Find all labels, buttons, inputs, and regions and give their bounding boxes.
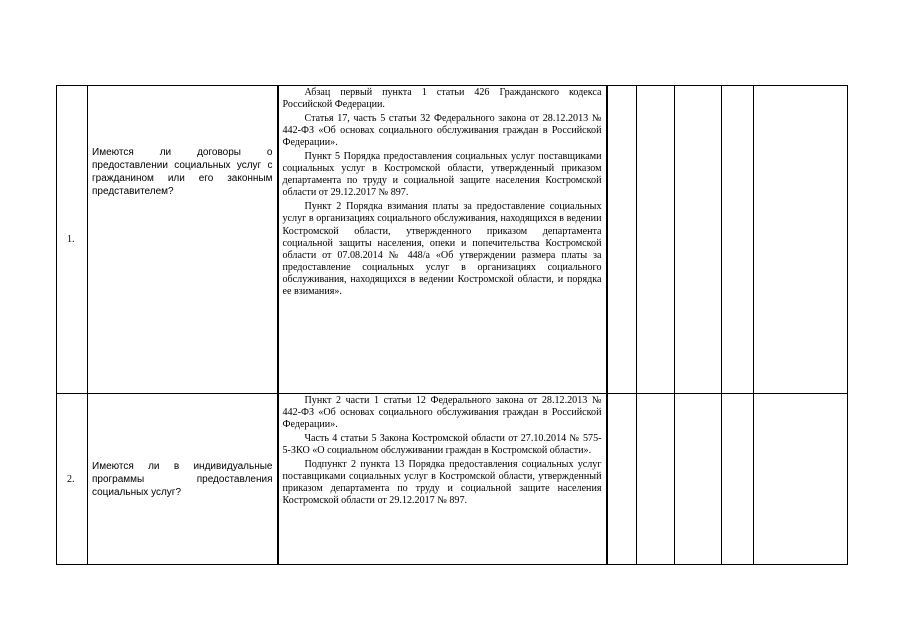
empty-cell[interactable] [607, 86, 637, 394]
question-text: Имеются ли в индивидуальные программы предоставления социальных услуг? [92, 460, 273, 498]
checklist-table [56, 85, 848, 565]
empty-cell[interactable] [637, 86, 675, 394]
row-number: 2. [57, 394, 88, 565]
reference-paragraph: Абзац первый пункта 1 статьи 426 Гражданского кодекса Российской Федерации. [282, 87, 602, 111]
empty-cell[interactable] [637, 394, 675, 565]
reference-paragraph: Часть 4 статьи 5 Закона Костромской области от 27.10.2014 № 575-5-ЗКО «О социальном обслуживании граждан в Костромской области». [282, 433, 602, 457]
empty-cell[interactable] [722, 86, 754, 394]
table-row [57, 86, 848, 394]
empty-cell[interactable] [607, 394, 637, 565]
legal-references-cell [278, 394, 607, 565]
row-number: 1. [57, 86, 88, 394]
reference-paragraph: Пункт 2 части 1 статьи 12 Федерального закона от 28.12.2013 № 442-ФЗ «Об основах социального обслуживания граждан в Российской Федерации». [282, 395, 602, 431]
empty-cell[interactable] [754, 86, 848, 394]
empty-cell[interactable] [722, 394, 754, 565]
empty-cell[interactable] [675, 394, 722, 565]
reference-paragraph: Пункт 2 Порядка взимания платы за предоставление социальных услуг в организациях социального обслуживания, находящихся в ведении Костромской области, утвержденного приказом департамента социальной защиты населения, опеки и попечительства Костромской области от 07.08.2014 № 448/а «Об утверждении размера платы за предоставление социальных услуг в организациях социального обслуживания, находящихся в ведении Костромской области, и порядка ее взимания». [282, 201, 602, 297]
reference-paragraph: Статья 17, часть 5 статьи 32 Федерального закона от 28.12.2013 № 442-ФЗ «Об основах социального обслуживания граждан в Российской Федерации». [282, 113, 602, 149]
question-text: Имеются ли договоры о предоставлении социальных услуг с гражданином или его законным представителем? [92, 147, 273, 197]
empty-cell[interactable] [754, 394, 848, 565]
table-row [57, 394, 848, 565]
question-cell [88, 394, 278, 565]
reference-paragraph: Подпункт 2 пункта 13 Порядка предоставления социальных услуг поставщиками социальных услуг в Костромской области, утвержденный приказом департамента по труду и социальной защите населения Костромской области от 29.12.2017 № 897. [282, 459, 602, 507]
question-cell [88, 86, 278, 394]
legal-references-cell [278, 86, 607, 394]
empty-cell[interactable] [675, 86, 722, 394]
reference-paragraph: Пункт 5 Порядка предоставления социальных услуг поставщиками социальных услуг в Костромской области, утвержденный приказом департамента по труду и социальной защите населения Костромской области от 29.12.2017 № 897. [282, 151, 602, 199]
